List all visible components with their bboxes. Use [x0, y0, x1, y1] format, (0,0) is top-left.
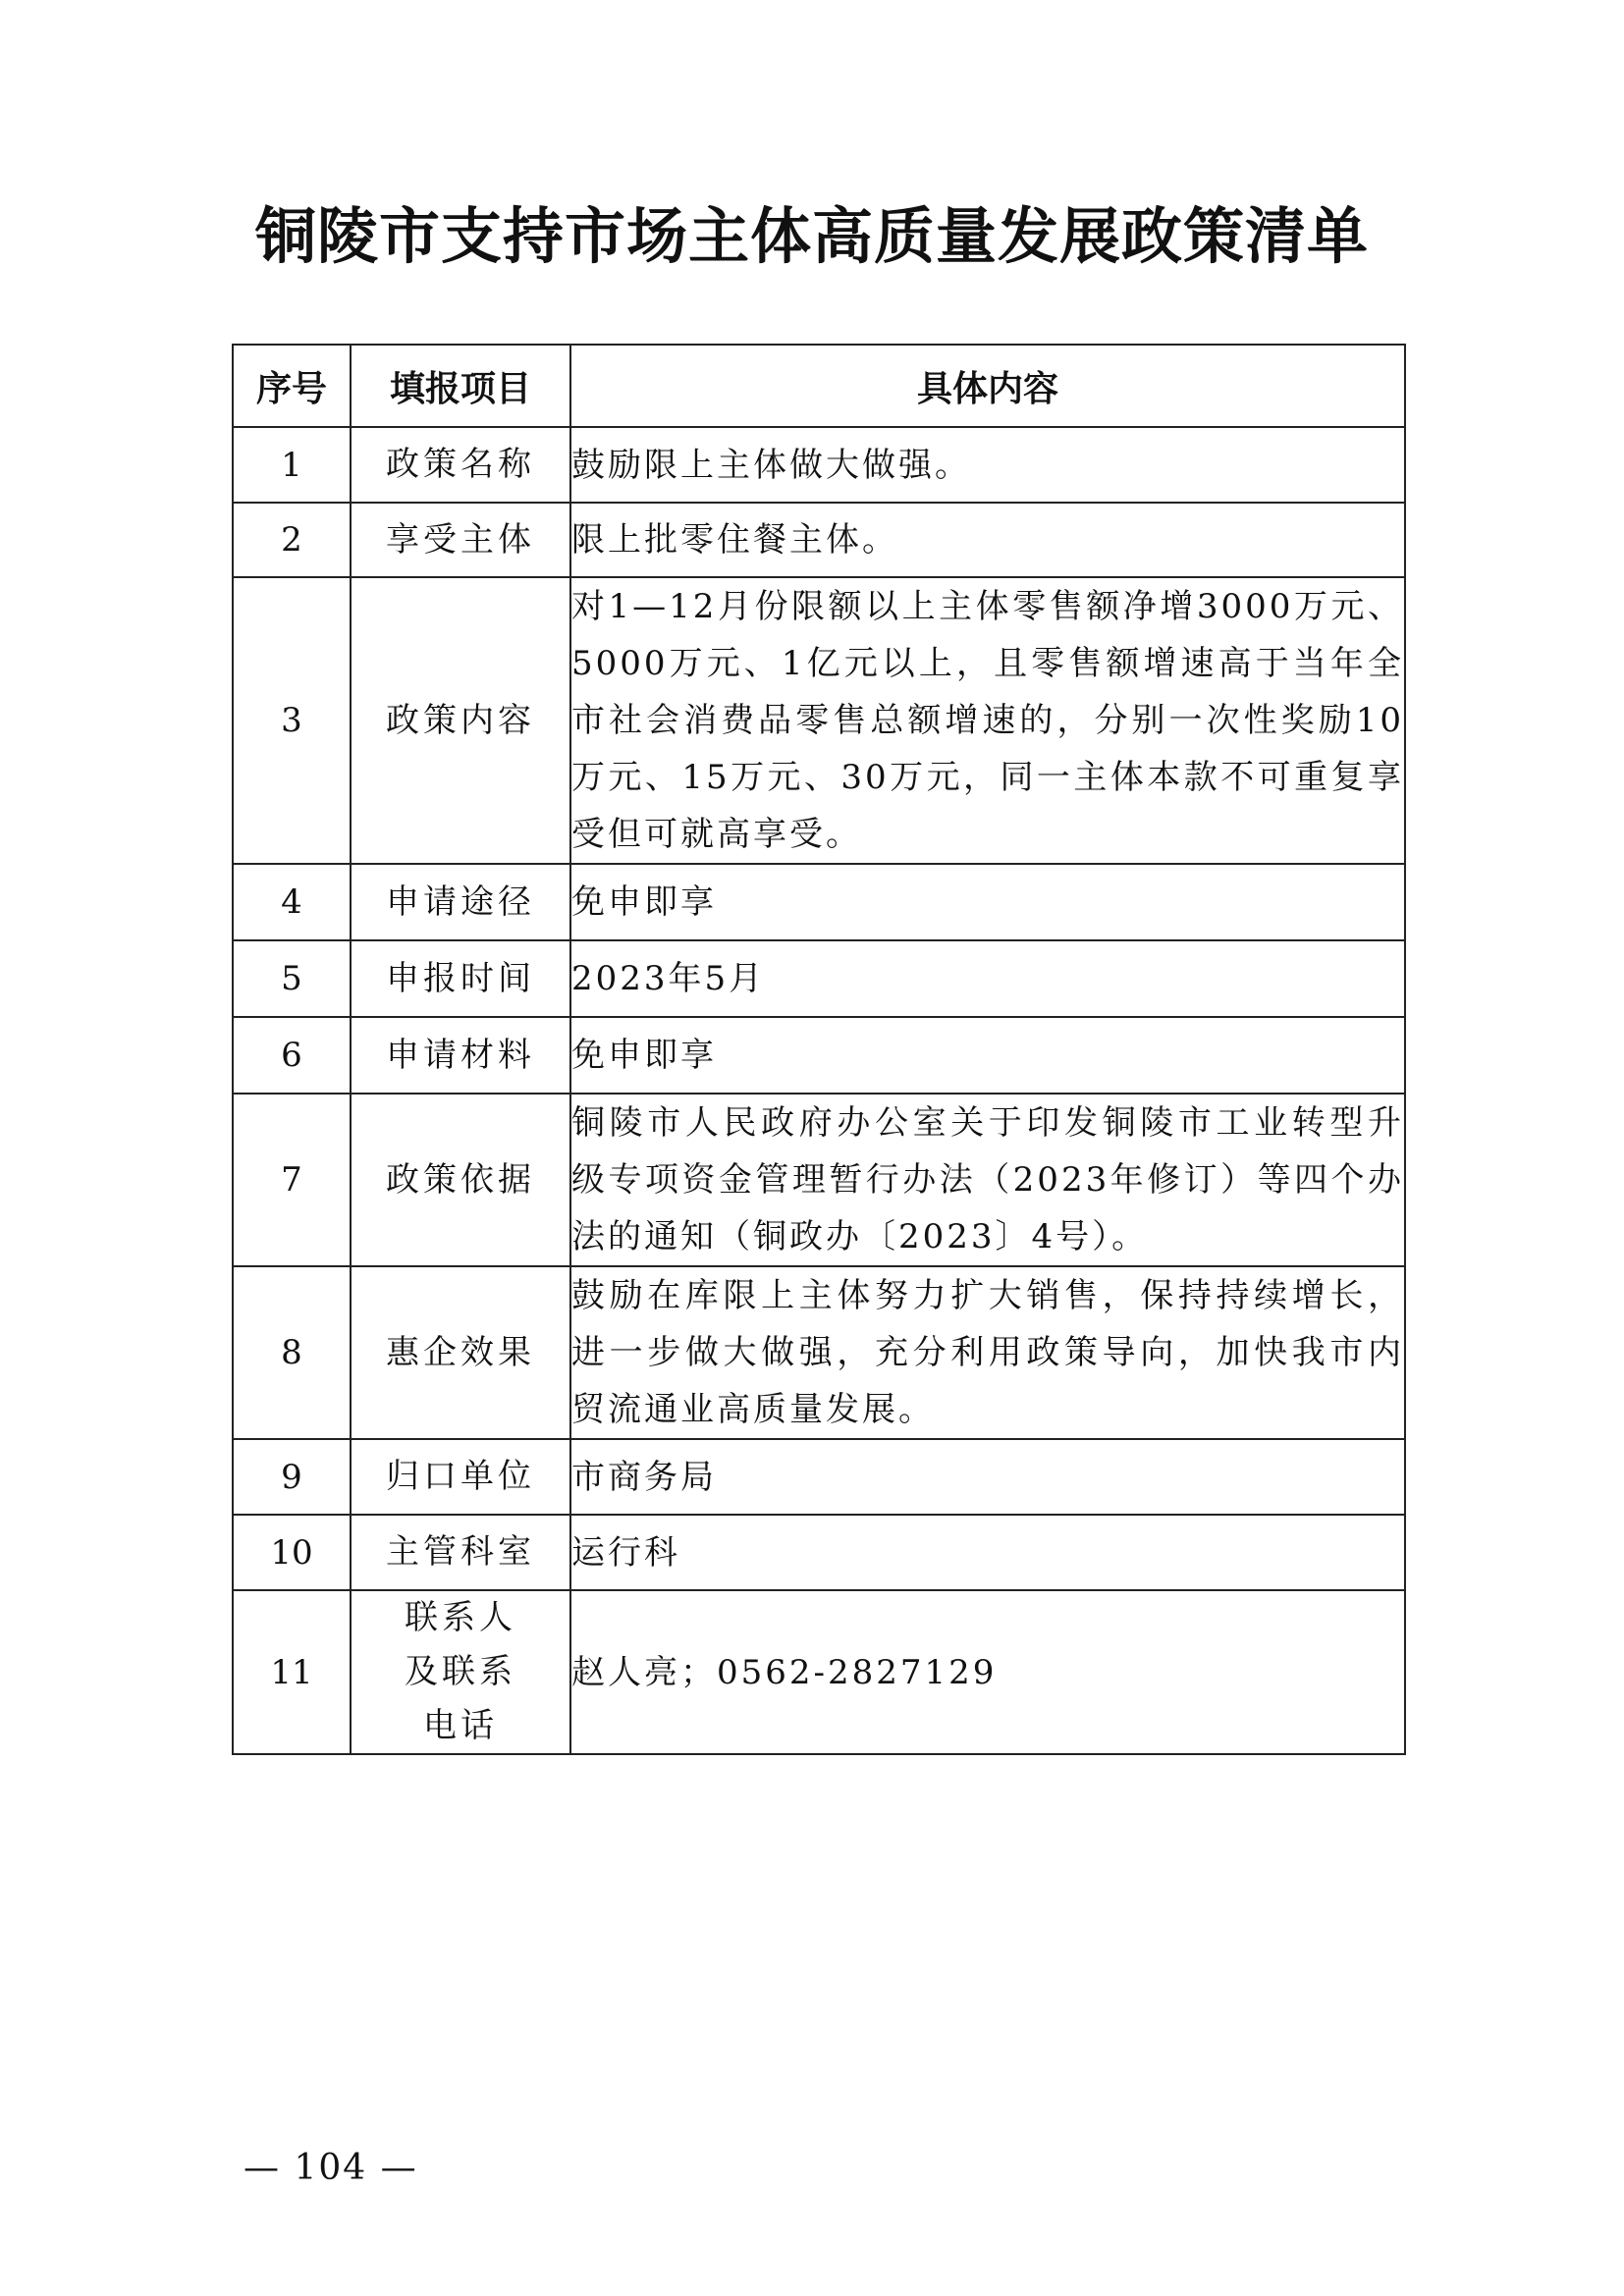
row-item: 政策名称	[351, 427, 570, 503]
table-row	[233, 864, 1405, 940]
row-number: 7	[233, 1094, 351, 1266]
row-item: 归口单位	[351, 1439, 570, 1515]
row-content: 2023年5月	[570, 940, 1405, 1017]
table-row	[233, 1017, 1405, 1094]
header-item: 填报项目	[351, 345, 570, 427]
row-item: 申报时间	[351, 940, 570, 1017]
table-row	[233, 1439, 1405, 1515]
row-item: 联系人及联系电话	[351, 1590, 570, 1754]
row-number: 4	[233, 864, 351, 940]
row-item: 申请途径	[351, 864, 570, 940]
header-number: 序号	[233, 345, 351, 427]
table-row	[233, 577, 1405, 864]
row-number: 11	[233, 1590, 351, 1754]
table-row	[233, 1590, 1405, 1754]
row-content: 鼓励在库限上主体努力扩大销售，保持持续增长，进一步做大做强，充分利用政策导向，加快我市内贸流通业高质量发展。	[570, 1266, 1405, 1439]
row-item: 申请材料	[351, 1017, 570, 1094]
page-number: — 104 —	[244, 2148, 418, 2188]
row-item: 主管科室	[351, 1515, 570, 1590]
row-number: 6	[233, 1017, 351, 1094]
table-row	[233, 1094, 1405, 1266]
row-content: 赵人亮；0562-2827129	[570, 1590, 1405, 1754]
header-content: 具体内容	[570, 345, 1405, 427]
row-item: 政策依据	[351, 1094, 570, 1266]
row-content: 鼓励限上主体做大做强。	[570, 427, 1405, 503]
row-number: 8	[233, 1266, 351, 1439]
row-content: 限上批零住餐主体。	[570, 503, 1405, 577]
table-row	[233, 503, 1405, 577]
page-title: 铜陵市支持市场主体高质量发展政策清单	[254, 200, 1369, 272]
policy-table	[232, 344, 1406, 1755]
row-content: 免申即享	[570, 864, 1405, 940]
row-number: 10	[233, 1515, 351, 1590]
row-content: 运行科	[570, 1515, 1405, 1590]
table-header-row	[233, 345, 1405, 427]
row-number: 3	[233, 577, 351, 864]
row-number: 2	[233, 503, 351, 577]
row-number: 5	[233, 940, 351, 1017]
row-number: 1	[233, 427, 351, 503]
table-row	[233, 427, 1405, 503]
table-row	[233, 1266, 1405, 1439]
row-content: 免申即享	[570, 1017, 1405, 1094]
row-content: 市商务局	[570, 1439, 1405, 1515]
row-content: 对1—12月份限额以上主体零售额净增3000万元、5000万元、1亿元以上，且零售额增速高于当年全市社会消费品零售总额增速的，分别一次性奖励10万元、15万元、30万元，同一主体本款不可重复享受但可就高享受。	[570, 577, 1405, 864]
row-item: 惠企效果	[351, 1266, 570, 1439]
row-item: 享受主体	[351, 503, 570, 577]
table-row	[233, 940, 1405, 1017]
table-row	[233, 1515, 1405, 1590]
row-content: 铜陵市人民政府办公室关于印发铜陵市工业转型升级专项资金管理暂行办法（2023年修订）等四个办法的通知（铜政办〔2023〕4号）。	[570, 1094, 1405, 1266]
row-item: 政策内容	[351, 577, 570, 864]
row-number: 9	[233, 1439, 351, 1515]
